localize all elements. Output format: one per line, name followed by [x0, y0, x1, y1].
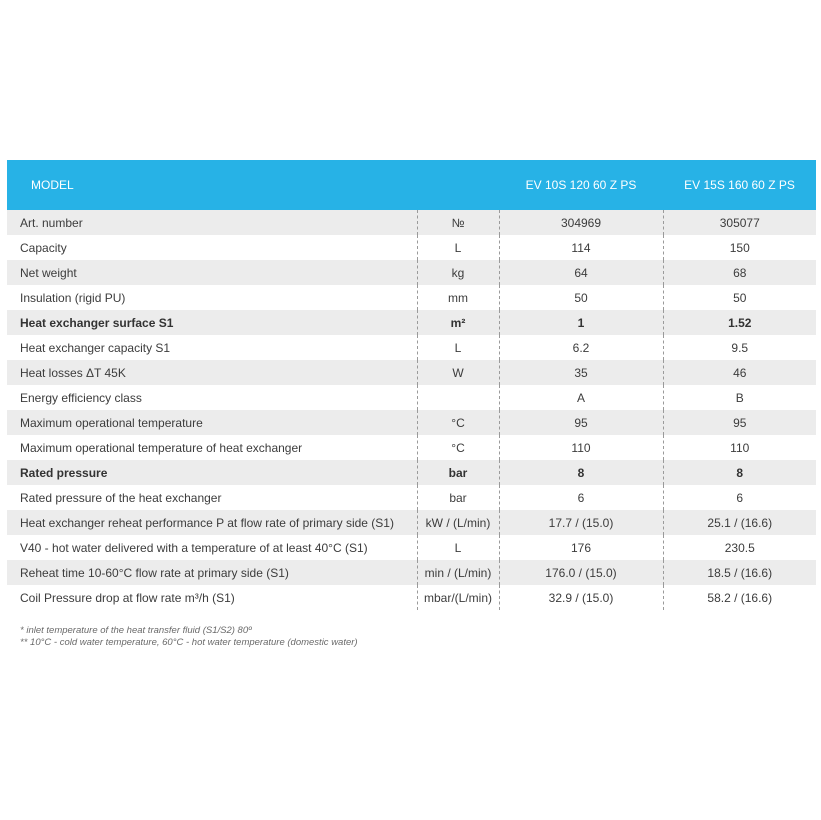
table-header: [7, 160, 816, 210]
footnote: ** 10°C - cold water temperature, 60°C - hot water temperature (domestic water): [20, 637, 358, 648]
row-unit: L: [417, 335, 499, 360]
row-value-model-1: 32.9 / (15.0): [499, 585, 663, 610]
row-label: Heat exchanger reheat performance P at flow rate of primary side (S1): [7, 510, 417, 535]
table-row: [7, 560, 816, 585]
row-unit: mm: [417, 285, 499, 310]
row-value-model-1: 6.2: [499, 335, 663, 360]
footnotes: [20, 625, 800, 649]
row-value-model-1: A: [499, 385, 663, 410]
header-model-2: EV 15S 160 60 Z PS: [684, 178, 795, 192]
row-value-model-1: 35: [499, 360, 663, 385]
header-row: [7, 160, 816, 210]
table-row: [7, 460, 816, 485]
row-label: Heat losses ΔT 45K: [7, 360, 417, 385]
footnote: * inlet temperature of the heat transfer fluid (S1/S2) 80º: [20, 625, 252, 636]
row-unit: °C: [417, 435, 499, 460]
row-value-model-1: 176.0 / (15.0): [499, 560, 663, 585]
row-unit: [417, 385, 499, 410]
row-value-model-2: 50: [733, 290, 747, 305]
table-row: [7, 285, 816, 310]
table-body: [7, 210, 816, 610]
table-row: [7, 235, 816, 260]
row-unit: kW / (L/min): [417, 510, 499, 535]
row-unit: mbar/(L/min): [417, 585, 499, 610]
table-row: [7, 485, 816, 510]
table-row: [7, 360, 816, 385]
row-unit: W: [417, 360, 499, 385]
header-model-1: EV 10S 120 60 Z PS: [525, 178, 637, 192]
row-value-model-1: 95: [499, 410, 663, 435]
row-value-model-2: 6: [736, 490, 744, 505]
row-value-model-2: 68: [733, 265, 747, 280]
row-value-model-2: 150: [729, 240, 750, 255]
row-value-model-1: 6: [499, 485, 663, 510]
row-label: Maximum operational temperature: [7, 410, 417, 435]
row-value-model-1: 17.7 / (15.0): [499, 510, 663, 535]
row-value-model-2: 18.5 / (16.6): [707, 565, 773, 580]
row-label: Energy efficiency class: [7, 385, 417, 410]
row-label: Heat exchanger surface S1: [7, 310, 417, 335]
table-row: [7, 335, 816, 360]
row-value-model-2: 230.5: [724, 540, 755, 555]
row-unit: min / (L/min): [417, 560, 499, 585]
table-row: [7, 385, 816, 410]
row-value-model-1: 176: [499, 535, 663, 560]
row-label: Net weight: [7, 260, 417, 285]
row-label: V40 - hot water delivered with a temperature of at least 40°C (S1): [7, 535, 417, 560]
table-row: [7, 435, 816, 460]
row-label: Rated pressure of the heat exchanger: [7, 485, 417, 510]
header-unit: [417, 160, 499, 210]
row-value-model-2: 25.1 / (16.6): [707, 515, 773, 530]
row-value-model-1: 50: [499, 285, 663, 310]
table-row: [7, 260, 816, 285]
row-unit: °C: [417, 410, 499, 435]
row-value-model-1: 1: [499, 310, 663, 335]
row-value-model-2: 110: [730, 440, 750, 455]
row-value-model-2: 95: [733, 415, 747, 430]
header-model-label: MODEL: [31, 178, 74, 192]
spec-table: [7, 160, 816, 610]
row-unit: m²: [417, 310, 499, 335]
row-value-model-1: 8: [499, 460, 663, 485]
row-value-model-1: 110: [499, 435, 663, 460]
row-value-model-2: 305077: [719, 215, 760, 230]
table-row: [7, 210, 816, 235]
row-label: Maximum operational temperature of heat exchanger: [7, 435, 417, 460]
row-unit: L: [417, 235, 499, 260]
row-label: Coil Pressure drop at flow rate m³/h (S1): [7, 585, 417, 610]
row-value-model-1: 114: [499, 235, 663, 260]
row-unit: №: [417, 210, 499, 235]
row-value-model-2: B: [735, 390, 744, 405]
row-label: Art. number: [7, 210, 417, 235]
row-value-model-2: 8: [736, 465, 744, 480]
row-label: Insulation (rigid PU): [7, 285, 417, 310]
table-row: [7, 535, 816, 560]
row-value-model-2: 58.2 / (16.6): [707, 590, 773, 605]
row-value-model-2: 46: [733, 365, 747, 380]
row-unit: bar: [417, 485, 499, 510]
table-row: [7, 585, 816, 610]
row-label: Reheat time 10-60°C flow rate at primary side (S1): [7, 560, 417, 585]
row-label: Rated pressure: [7, 460, 417, 485]
row-unit: bar: [417, 460, 499, 485]
row-value-model-2: 1.52: [728, 315, 752, 330]
row-value-model-2: 9.5: [731, 340, 749, 355]
row-value-model-1: 304969: [499, 210, 663, 235]
table-row: [7, 310, 816, 335]
row-unit: L: [417, 535, 499, 560]
table-row: [7, 410, 816, 435]
row-value-model-1: 64: [499, 260, 663, 285]
row-label: Capacity: [7, 235, 417, 260]
table-row: [7, 510, 816, 535]
row-label: Heat exchanger capacity S1: [7, 335, 417, 360]
row-unit: kg: [417, 260, 499, 285]
